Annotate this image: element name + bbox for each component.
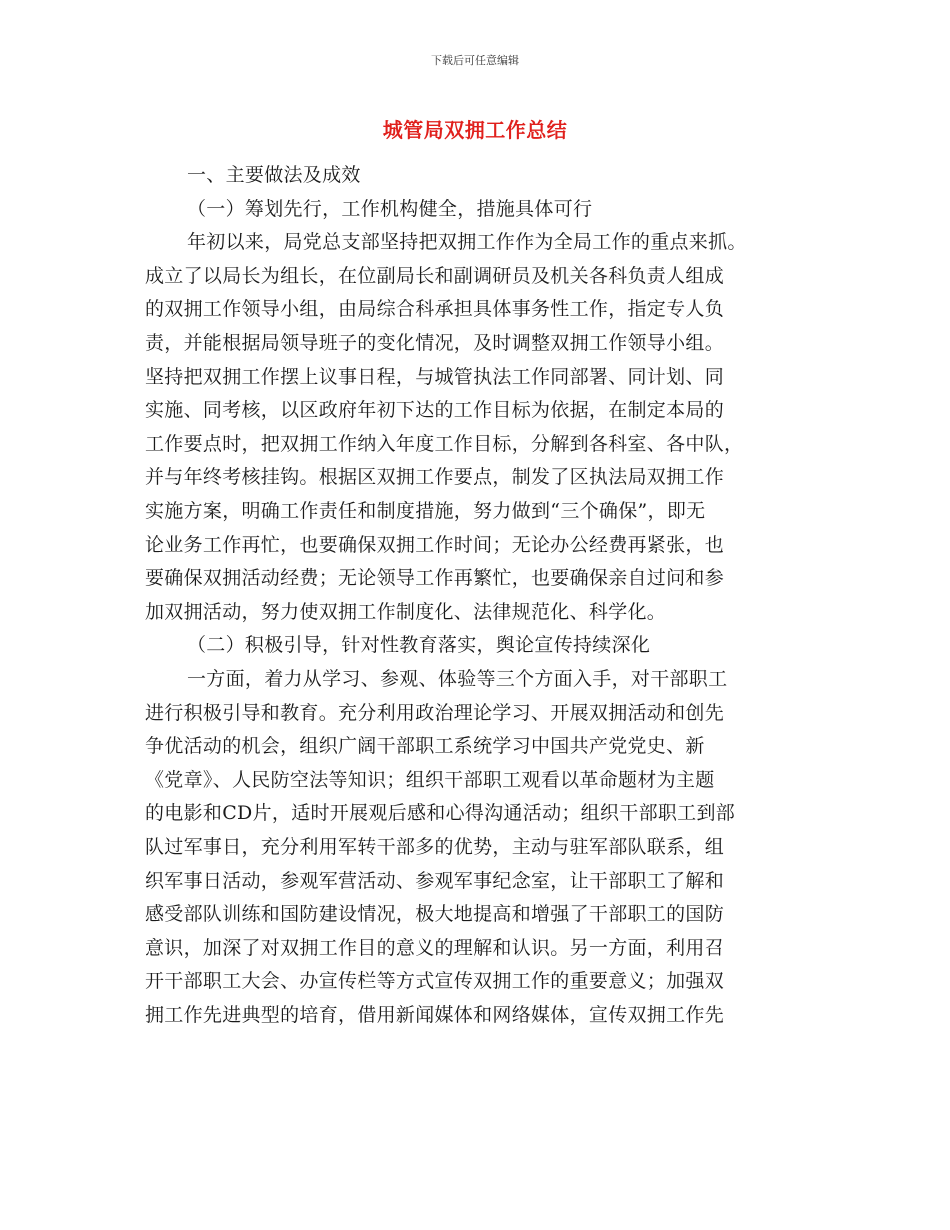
paragraph-first-line: （二）积极引导，针对性教育落实，舆论宣传持续深化 — [187, 634, 651, 657]
paragraph-line: 感受部队训练和国防建设情况，极大地提高和增强了干部职工的国防 — [145, 903, 725, 926]
paragraph-line: 争优活动的机会，组织广阔干部职工系统学习中国共产党党史、新 — [145, 735, 705, 758]
page-header-note: 下载后可任意编辑 — [431, 54, 519, 67]
document-title: 城管局双拥工作总结 — [382, 118, 568, 142]
paragraph-line: 工作要点时，把双拥工作纳入年度工作目标，分解到各科室、各中队， — [145, 432, 744, 455]
paragraph-line: 的双拥工作领导小组，由局综合科承担具体事务性工作，指定专人负 — [145, 298, 725, 321]
paragraph-line: 意识，加深了对双拥工作目的意义的理解和认识。另一方面，利用召 — [145, 936, 725, 959]
paragraph-line: 并与年终考核挂钩。根据区双拥工作要点，制发了区执法局双拥工作 — [145, 466, 725, 489]
paragraph-line: 实施、同考核，以区政府年初下达的工作目标为依据，在制定本局的 — [145, 399, 725, 422]
paragraph-line: 责，并能根据局领导班子的变化情况，及时调整双拥工作领导小组。 — [145, 332, 725, 354]
paragraph-first-line: 一方面，着力从学习、参观、体验等三个方面入手，对干部职工 — [187, 668, 728, 690]
paragraph-line: 进行积极引导和教育。充分利用政治理论学习、开展双拥活动和创先 — [145, 701, 725, 724]
paragraph-first-line: （一）筹划先行，工作机构健全，措施具体可行 — [187, 197, 593, 220]
paragraph-line: 要确保双拥活动经费；无论领导工作再繁忙，也要确保亲自过问和参 — [145, 567, 725, 590]
paragraph-line: 成立了以局长为组长，在位副局长和副调研员及机关各科负责人组成 — [145, 264, 725, 287]
paragraph-line: 队过军事日，充分利用军转干部多的优势，主动与驻军部队联系，组 — [145, 836, 725, 858]
paragraph-line: 开干部职工大会、办宣传栏等方式宣传双拥工作的重要意义；加强双 — [145, 970, 725, 993]
paragraph-line: 《党章》、人民防空法等知识；组织干部职工观看以革命题材为主题 — [145, 768, 715, 791]
paragraph-line: 加双拥活动，努力使双拥工作制度化、法律规范化、科学化。 — [145, 600, 667, 623]
paragraph-line: 论业务工作再忙，也要确保双拥工作时间；无论办公经费再紧张，也 — [145, 533, 725, 556]
paragraph-line: 的电影和CD片，适时开展观后感和心得沟通活动；组织干部职工到部 — [145, 802, 736, 825]
paragraph-line: 织军事日活动，参观军营活动、参观军事纪念室，让干部职工了解和 — [145, 869, 725, 892]
paragraph-first-line: 年初以来，局党总支部坚持把双拥工作作为全局工作的重点来抓。 — [187, 231, 747, 254]
paragraph-line: 坚持把双拥工作摆上议事日程，与城管执法工作同部署、同计划、同 — [145, 365, 725, 388]
paragraph-line: 拥工作先进典型的培育，借用新闻媒体和网络媒体，宣传双拥工作先 — [145, 1004, 725, 1026]
paragraph-first-line: 一、主要做法及成效 — [187, 164, 361, 186]
paragraph-line: 实施方案，明确工作责任和制度措施，努力做到“三个确保”，即无 — [145, 500, 706, 522]
